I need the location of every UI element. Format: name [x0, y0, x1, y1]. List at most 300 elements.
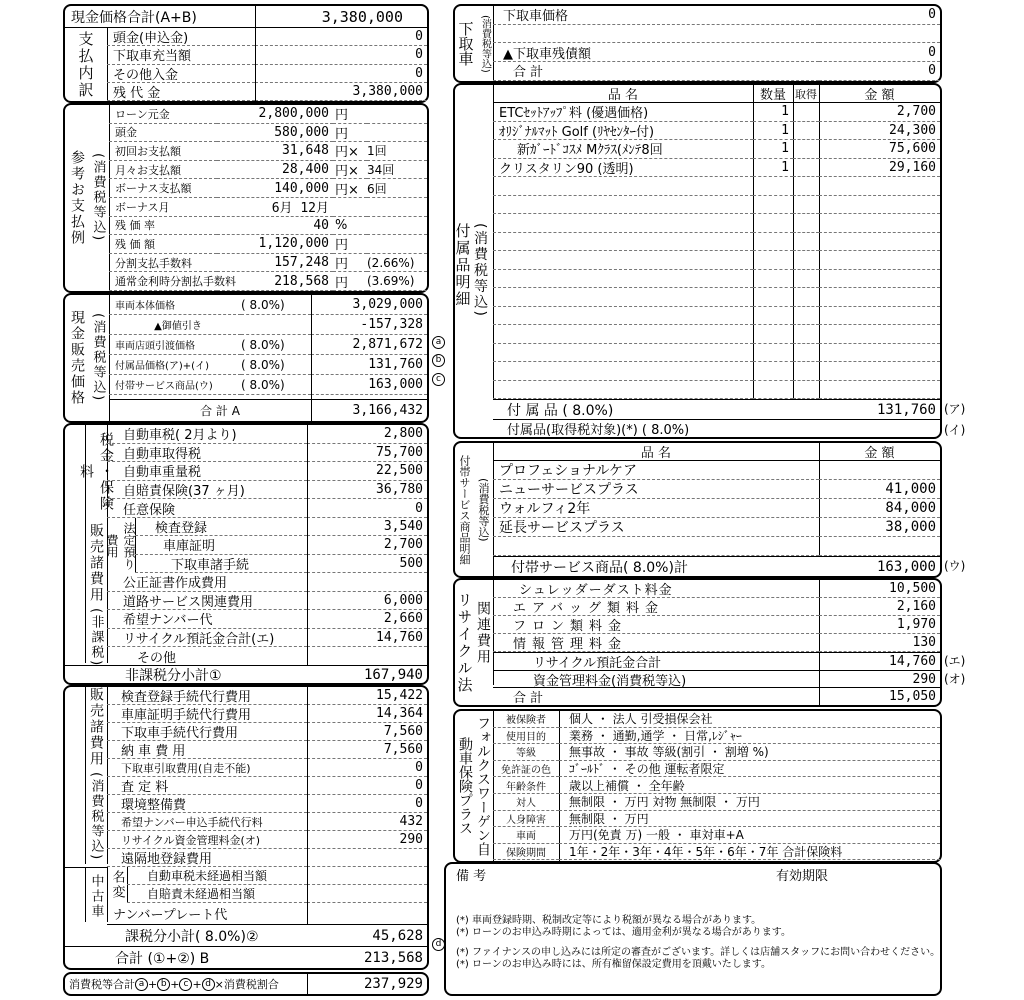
- mark-a: a: [432, 333, 445, 349]
- accessory-amount: [819, 270, 940, 289]
- grand-total-value: 213,568: [363, 949, 423, 966]
- example-value: 157,248: [217, 254, 333, 273]
- accessory-name: [493, 214, 753, 233]
- accessory-name: [493, 381, 753, 400]
- example-value: 2,800,000: [217, 105, 333, 124]
- nontax-fees-box: [63, 423, 429, 685]
- legal-value: 500: [307, 555, 427, 573]
- cash-value: 3,029,000: [311, 295, 427, 315]
- taxable-subtotal-label: 課税分小計( 8.0%)②: [65, 925, 307, 947]
- example-label: ボーナス月: [109, 198, 217, 217]
- payment-summary-box: [63, 4, 429, 103]
- tradein-row-value: 0: [819, 6, 940, 25]
- other-fee-label: 道路サービス関連費用: [107, 592, 307, 611]
- tax-value: 22,500: [307, 462, 427, 481]
- example-label: ローン元金: [109, 105, 217, 124]
- nontax-subtotal-label: 非課税分小計①: [125, 668, 222, 684]
- breakdown-label: その他入金: [107, 65, 255, 83]
- example-extra: (3.69%): [367, 272, 427, 291]
- accessory-amount: [819, 307, 940, 326]
- other-fee-value: 2,660: [307, 610, 427, 629]
- accessory-name: [493, 362, 753, 381]
- example-unit: 円: [333, 124, 367, 143]
- insurance-row-label: 年齢条件: [493, 777, 559, 794]
- taxable-label: 検査登録手続代行費用: [107, 687, 307, 705]
- other-fee-value: 14,760: [307, 629, 427, 648]
- consumption-tax-value: 237,929: [363, 976, 423, 992]
- service-amount: [819, 461, 940, 480]
- example-unit: 円: [333, 235, 367, 254]
- recycle-total-label: 合 計: [493, 687, 819, 705]
- tradein-row-label: 下取車価格: [493, 6, 819, 25]
- accessory-qty: 1: [753, 140, 793, 159]
- accessory-qty: [753, 288, 793, 307]
- recycle-label: リサイクル法: [455, 591, 474, 694]
- example-extra: [367, 235, 427, 254]
- tradein-row-label: [493, 25, 819, 44]
- accessory-acq: [793, 122, 819, 141]
- taxable-sublabel: (消費税等込): [88, 772, 104, 862]
- remarks-note: (*) ローンのお申込み時期によっては、適用金利が異なる場合があります。: [456, 926, 791, 938]
- example-extra: 1回: [367, 142, 427, 161]
- accessory-amount: 75,600: [819, 140, 940, 159]
- taxable-label: 環境整備費: [107, 795, 307, 813]
- example-value: 218,568: [217, 272, 333, 291]
- accessory-name: [493, 288, 753, 307]
- accessory-amount: [819, 362, 940, 381]
- nontax-subtotal-value: 167,940: [363, 667, 423, 683]
- recycle-label: シュレッダーダスト料金: [493, 580, 819, 598]
- accessory-name: [493, 344, 753, 363]
- tax-label: 自賠責保険(37 ヶ月): [107, 481, 307, 500]
- services-header-amount: 金 額: [819, 443, 940, 461]
- accessory-acq: [793, 233, 819, 252]
- insurance-row-text: 1年・2年・3年・4年・5年・6年・7年 合計保険料: [559, 844, 940, 861]
- accessories-header-amount: 金 額: [819, 85, 940, 103]
- used-car-label: 自動車税未経過相当額: [127, 867, 307, 885]
- cash-label: 付属品価格(ア)+(イ): [109, 355, 241, 375]
- service-name: ニューサービスプラス: [493, 480, 819, 499]
- taxable-label: 下取車引取費用(自走不能): [107, 759, 307, 777]
- accessory-amount: 24,300: [819, 122, 940, 141]
- breakdown-label: 残 代 金: [107, 83, 255, 101]
- taxable-subtotal-value: 45,628: [307, 925, 427, 947]
- taxable-label: 下取車手続代行費用: [107, 723, 307, 741]
- remarks-label: 備 考: [456, 868, 487, 884]
- insurance-row-text: ｺﾞｰﾙﾄﾞ ・ その他 運転者限定: [559, 761, 940, 778]
- accessory-name: クリスタリン90 (透明): [493, 159, 753, 178]
- cash-price-box: [63, 293, 429, 423]
- payment-example-label: 参考お支払例: [69, 150, 85, 246]
- example-label: ボーナス支払額: [109, 179, 217, 198]
- accessory-qty: [753, 325, 793, 344]
- accessories-header-name: 品 名: [493, 85, 753, 103]
- insurance-row-label: 免許証の色: [493, 761, 559, 778]
- remarks-note: (*) 車両登録時期、税制改定等により税額が異なる場合があります。: [456, 914, 762, 926]
- cash-value: 163,000: [311, 375, 427, 395]
- example-label: 初回お支払額: [109, 142, 217, 161]
- cash-rate: ( 8.0%): [241, 375, 311, 395]
- accessory-amount: [819, 344, 940, 363]
- accessory-name: ｵﾘｼﾞﾅﾙﾏｯﾄ Golf (ﾘﾔｾﾝﾀｰ付): [493, 122, 753, 141]
- cash-value: -157,328: [311, 315, 427, 335]
- cash-label: 車両本体価格: [109, 295, 241, 315]
- accessory-amount: [819, 288, 940, 307]
- mark-b: b: [432, 351, 445, 367]
- other-fee-label: リサイクル預託金合計(エ): [107, 629, 307, 648]
- insurance-row-label: 対人: [493, 794, 559, 811]
- accessory-qty: 1: [753, 103, 793, 122]
- service-amount: 41,000: [819, 480, 940, 499]
- accessory-qty: 1: [753, 159, 793, 178]
- taxable-value: 0: [307, 777, 427, 795]
- tax-label: 自動車重量税: [107, 462, 307, 481]
- accessory-qty: [753, 381, 793, 400]
- services-header-name: 品 名: [493, 443, 819, 461]
- accessory-acq: [793, 251, 819, 270]
- tax-insurance-label: 税金・保険料: [78, 431, 114, 512]
- accessory-qty: [753, 214, 793, 233]
- tax-value: 0: [307, 499, 427, 518]
- accessory-name: [493, 251, 753, 270]
- cash-rate: ( 8.0%): [241, 355, 311, 375]
- remarks-note: (*) ファイナンスの申し込みには所定の審査がございます。詳しくは店舗スタッフにお問い合わせください。: [456, 946, 941, 958]
- accessory-name: [493, 196, 753, 215]
- tax-value: 75,700: [307, 444, 427, 463]
- tax-value: 36,780: [307, 481, 427, 500]
- tradein-sublabel: (消費税等込): [479, 14, 491, 73]
- accessory-qty: 1: [753, 122, 793, 141]
- grand-total-label: 合計 (①+②) B: [115, 950, 210, 967]
- accessory-qty: [753, 196, 793, 215]
- example-value: 40: [217, 217, 333, 236]
- taxable-value: 0: [307, 795, 427, 813]
- recycle-fund-value: 290: [819, 670, 940, 687]
- accessory-amount: [819, 233, 940, 252]
- recycle-total-value: 15,050: [819, 687, 940, 705]
- payment-example-sublabel: (消費税等込): [90, 153, 106, 243]
- service-name: 延長サービスプラス: [493, 518, 819, 537]
- cash-rate: [241, 315, 311, 335]
- example-extra: [367, 124, 427, 143]
- tax-label: 任意保険: [107, 499, 307, 518]
- cash-value: 2,871,672: [311, 335, 427, 355]
- accessory-name: [493, 307, 753, 326]
- taxable-value: 7,560: [307, 723, 427, 741]
- name-change-label: 名変: [109, 870, 125, 900]
- insurance-row-text: 万円(免責 万) 一般 ・ 車対車+A: [559, 827, 940, 844]
- insurance-label: フォルクスワーゲン自動車保険プラス: [457, 716, 491, 856]
- tradein-box: [453, 4, 942, 83]
- cash-total-value: 3,380,000: [255, 6, 427, 28]
- cash-rate: ( 8.0%): [241, 295, 311, 315]
- insurance-row-label: 人身障害: [493, 811, 559, 828]
- services-total-value: 163,000: [819, 556, 940, 576]
- tax-value: 2,800: [307, 425, 427, 444]
- taxable-label: 納 車 費 用: [107, 741, 307, 759]
- tradein-row-label: ▲下取車残債額: [493, 43, 819, 62]
- taxable-fees-box: [63, 685, 429, 970]
- accessories-acq-value: [819, 419, 940, 437]
- tradein-label: 下取車: [456, 21, 475, 66]
- accessory-name: [493, 270, 753, 289]
- breakdown-value: 3,380,000: [255, 83, 427, 101]
- accessory-amount: [819, 196, 940, 215]
- accessory-qty: [753, 344, 793, 363]
- example-unit: [333, 198, 367, 217]
- cash-total-label: 合 計 A: [109, 399, 311, 421]
- insurance-row-text: 個人 ・ 法人 引受損保会社: [559, 711, 940, 728]
- remarks-note: (*) ローンのお申込み時には、所有権留保設定費用を頂戴いたします。: [456, 958, 771, 970]
- accessories-total-label: 付 属 品 ( 8.0%): [493, 399, 819, 419]
- breakdown-label: 下取車充当額: [107, 46, 255, 64]
- accessory-acq: [793, 325, 819, 344]
- example-unit: 円: [333, 105, 367, 124]
- recycle-deposit-label: リサイクル預託金合計: [493, 652, 819, 670]
- accessory-qty: [753, 270, 793, 289]
- example-label: 通常金利時分割払手数料: [109, 272, 217, 291]
- example-label: 頭金: [109, 124, 217, 143]
- example-value: 31,648: [217, 142, 333, 161]
- taxable-value: 432: [307, 813, 427, 831]
- tradein-row-value: 0: [819, 43, 940, 62]
- example-extra: (2.66%): [367, 254, 427, 273]
- mark-c: c: [432, 370, 445, 386]
- nontax-label: (非課税): [88, 608, 104, 668]
- cash-price-sublabel: (消費税等込): [90, 313, 106, 403]
- accessory-amount: [819, 177, 940, 196]
- other-fee-label: その他: [107, 647, 307, 666]
- taxable-value: 15,422: [307, 687, 427, 705]
- recycle-value: 1,970: [819, 616, 940, 634]
- legal-value: 3,540: [307, 518, 427, 536]
- used-car-value: [307, 885, 427, 903]
- legal-deposit-label: 法定預り費用: [105, 521, 136, 570]
- plate-fee-value: [307, 903, 427, 925]
- recycle-fund-label: 資金管理料金(消費税等込): [493, 670, 819, 687]
- cash-label: 車両店頭引渡価格: [109, 335, 241, 355]
- accessories-sublabel: (消費税等込): [472, 222, 488, 318]
- used-car-value: [307, 867, 427, 885]
- example-value: 28,400: [217, 161, 333, 180]
- used-car-label: 自賠責未経過相当額: [127, 885, 307, 903]
- accessory-name: 新ｶﾞｰﾄﾞｺｽﾒ Mｸﾗｽ(ﾒﾝﾃ8回: [493, 140, 753, 159]
- mark-a-kana: (ア): [944, 402, 966, 416]
- other-fee-label: 公正証書作成費用: [107, 573, 307, 592]
- example-label: 残 価 額: [109, 235, 217, 254]
- services-sublabel: (消費税等込): [477, 477, 490, 542]
- taxable-label: 希望ナンバー申込手続代行料: [107, 813, 307, 831]
- tradein-row-value: 0: [819, 62, 940, 81]
- accessory-name: [493, 325, 753, 344]
- example-unit: 円: [333, 272, 367, 291]
- tradein-row-value: [819, 25, 940, 44]
- cash-total-value: 3,166,432: [311, 399, 427, 421]
- accessory-qty: [753, 177, 793, 196]
- example-value: 6月 12月: [217, 198, 333, 217]
- example-value: 1,120,000: [217, 235, 333, 254]
- legal-label: 車庫証明: [135, 536, 307, 554]
- insurance-row-label: 車両: [493, 827, 559, 844]
- accessory-amount: 29,160: [819, 159, 940, 178]
- example-unit: 円×: [333, 161, 367, 180]
- recycle-value: 10,500: [819, 580, 940, 598]
- recycle-label: エアバッグ類料金: [493, 598, 819, 616]
- recycle-sublabel: 関連費用: [475, 600, 491, 665]
- accessories-header-qty: 数量: [753, 85, 793, 103]
- remarks-validity: 有効期限: [776, 868, 829, 884]
- mark-u-kana: (ウ): [944, 559, 966, 573]
- taxable-value: 0: [307, 759, 427, 777]
- accessory-amount: 2,700: [819, 103, 940, 122]
- taxable-label: 遠隔地登録費用: [107, 849, 307, 867]
- insurance-row-text: 無事故 ・ 事故 等級(割引 ・ 割増 %): [559, 744, 940, 761]
- accessory-acq: [793, 159, 819, 178]
- plate-fee-label: ナンバープレート代: [107, 903, 307, 925]
- taxable-value: [307, 849, 427, 867]
- accessory-acq: [793, 288, 819, 307]
- accessory-amount: [819, 214, 940, 233]
- example-label: 残 価 率: [109, 217, 217, 236]
- cash-price-label: 現金販売価格: [69, 310, 85, 406]
- recycle-label: 情報管理料金: [493, 634, 819, 652]
- taxable-value: 290: [307, 831, 427, 849]
- cash-total-label: 現金価格合計(A+B): [65, 6, 255, 28]
- services-box: [453, 441, 942, 578]
- recycle-value: 130: [819, 634, 940, 652]
- example-label: 月々お支払額: [109, 161, 217, 180]
- accessories-label: 付属品明細: [453, 222, 472, 308]
- taxable-value: 7,560: [307, 741, 427, 759]
- accessory-acq: [793, 344, 819, 363]
- services-label: 付帯サービス商品明細: [458, 454, 471, 565]
- accessory-qty: [753, 233, 793, 252]
- accessories-header-acq: 取得: [793, 85, 819, 103]
- accessory-acq: [793, 214, 819, 233]
- insurance-row-text: 無制限 ・ 万円 対物 無制限 ・ 万円: [559, 794, 940, 811]
- insurance-row-label: 等級: [493, 744, 559, 761]
- tax-label: 自動車取得税: [107, 444, 307, 463]
- insurance-row-text: 無制限 ・ 万円: [559, 811, 940, 828]
- breakdown-value: 0: [255, 46, 427, 64]
- example-extra: [367, 217, 427, 236]
- accessory-amount: [819, 325, 940, 344]
- taxable-label: リサイクル資金管理料金(オ): [107, 831, 307, 849]
- mark-i-kana: (イ): [944, 423, 966, 437]
- services-total-label: 付帯サービス商品( 8.0%)計: [493, 556, 819, 576]
- taxable-value: 14,364: [307, 705, 427, 723]
- example-extra: [367, 105, 427, 124]
- accessory-acq: [793, 140, 819, 159]
- service-amount: 38,000: [819, 518, 940, 537]
- accessories-box: [453, 83, 942, 439]
- insurance-box: [453, 709, 942, 863]
- accessory-qty: [753, 362, 793, 381]
- example-unit: 円: [333, 254, 367, 273]
- accessory-amount: [819, 381, 940, 400]
- service-amount: [819, 537, 940, 556]
- service-amount: 84,000: [819, 499, 940, 518]
- insurance-row-label: 被保険者: [493, 711, 559, 728]
- payment-breakdown-label: 支払内訳: [76, 30, 95, 99]
- accessory-acq: [793, 103, 819, 122]
- insurance-row-text: 歳以上補償 ・ 全年齢: [559, 777, 940, 794]
- example-unit: %: [333, 217, 367, 236]
- accessory-qty: [753, 307, 793, 326]
- other-fee-value: [307, 647, 427, 666]
- consumption-tax-box: [63, 972, 429, 996]
- accessory-name: [493, 177, 753, 196]
- recycle-label: フロン類料金: [493, 616, 819, 634]
- tradein-row-label: 合 計: [493, 62, 819, 81]
- cash-rate: ( 8.0%): [241, 335, 311, 355]
- insurance-row-label: 使用目的: [493, 728, 559, 745]
- example-extra: 34回: [367, 161, 427, 180]
- accessories-total-value: 131,760: [819, 399, 940, 419]
- accessory-acq: [793, 177, 819, 196]
- service-name: プロフェショナルケア: [493, 461, 819, 480]
- breakdown-value: 0: [255, 28, 427, 46]
- insurance-row-label: 保険期間: [493, 844, 559, 861]
- cash-label: 付帯サービス商品(ウ): [109, 375, 241, 395]
- example-extra: [367, 198, 427, 217]
- legal-label: 検査登録: [135, 518, 307, 536]
- accessory-acq: [793, 307, 819, 326]
- breakdown-value: 0: [255, 65, 427, 83]
- taxable-label: 車庫証明手続代行費用: [107, 705, 307, 723]
- mark-o-kana: (オ): [944, 672, 966, 686]
- example-label: 分割支払手数料: [109, 254, 217, 273]
- accessory-acq: [793, 362, 819, 381]
- service-name: ウォルフィ2年: [493, 499, 819, 518]
- service-name: [493, 537, 819, 556]
- other-fee-value: 6,000: [307, 592, 427, 611]
- accessory-amount: [819, 251, 940, 270]
- recycle-deposit-value: 14,760: [819, 652, 940, 670]
- legal-value: 2,700: [307, 536, 427, 554]
- mark-d: d: [432, 935, 445, 951]
- accessory-qty: [753, 251, 793, 270]
- example-unit: 円×: [333, 179, 367, 198]
- payment-example-box: [63, 103, 429, 293]
- recycle-value: 2,160: [819, 598, 940, 616]
- example-value: 580,000: [217, 124, 333, 143]
- example-unit: 円×: [333, 142, 367, 161]
- consumption-tax-label: 消費税等合計 a + b + c + d ×消費税割合: [69, 977, 279, 991]
- insurance-row-text: 業務 ・ 通勤,通学 ・ 日常,ﾚｼﾞｬｰ: [559, 728, 940, 745]
- accessory-acq: [793, 381, 819, 400]
- taxable-label: 査 定 料: [107, 777, 307, 795]
- other-fee-value: [307, 573, 427, 592]
- remarks-box: [444, 862, 942, 996]
- sales-fees-label: 販売諸費用: [88, 523, 104, 603]
- accessory-acq: [793, 196, 819, 215]
- accessory-name: ETCｾｯﾄｱｯﾌﾟ料 (優遇価格): [493, 103, 753, 122]
- example-value: 140,000: [217, 179, 333, 198]
- other-fee-label: 希望ナンバー代: [107, 610, 307, 629]
- tax-label: 自動車税( 2月より): [107, 425, 307, 444]
- legal-label: 下取車諸手続: [135, 555, 307, 573]
- recycle-box: [453, 578, 942, 707]
- accessory-acq: [793, 270, 819, 289]
- accessories-acq-label: 付属品(取得税対象)(*) ( 8.0%): [493, 419, 819, 437]
- used-car-label: 中古車: [88, 873, 104, 919]
- mark-e-kana: (エ): [944, 654, 966, 668]
- example-extra: 6回: [367, 179, 427, 198]
- accessory-name: [493, 233, 753, 252]
- cash-value: 131,760: [311, 355, 427, 375]
- cash-label: ▲御値引き: [109, 315, 241, 335]
